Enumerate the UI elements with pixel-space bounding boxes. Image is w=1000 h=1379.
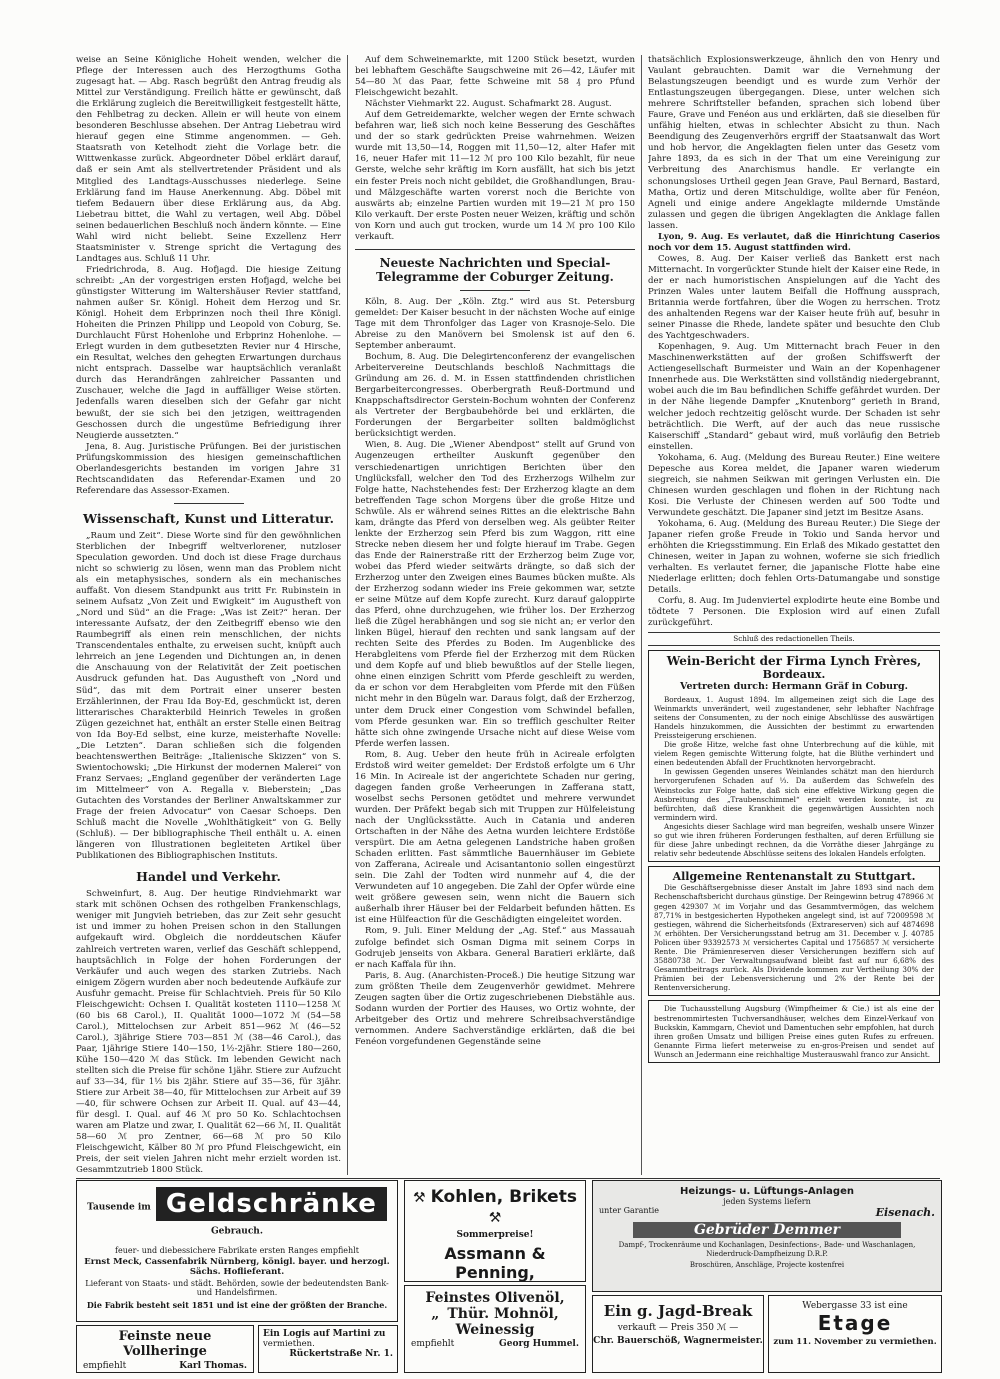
tuchausstellung-box: [648, 1000, 940, 1063]
article-schweinemarkt: Auf dem Schweinemarkte, mit 1200 Stück besetzt, wurden bei lebhaftem Geschäfte Saugschweine mit 26—42, Läufer mit 54—80 ℳ das Paar, fette Schweine mit 58 ₰ pro Pfund Fleischgewicht bezahlt.: [355, 55, 635, 99]
oliv-sub: empfiehlt: [411, 1339, 455, 1349]
rentenanstalt-box: [648, 866, 940, 996]
oliv-quote: „: [431, 1306, 440, 1322]
hammer-icon: ⚒: [413, 1190, 426, 1206]
voll-title: Feinste neue Vollheringe: [118, 1329, 212, 1359]
geld-suffix: Gebrauch.: [211, 1226, 263, 1237]
ad-olivenoel: [404, 1285, 586, 1373]
article-raum-und-zeit: „Raum und Zeit“. Diese Worte sind für den gewöhnlichen Sterblichen der Inbegriff weltverlorener, nutzloser Speculation geworden. Und doch ist diese Frage durchaus nicht so schwierig zu lösen, wenn man das Problem nicht als ein metaphysisches, sondern als ein mechanisches auffaßt. Von diesem Standpunkt aus tritt Fr. Rubinstein in seinem Aufsatz „Von Zeit und Ewigkeit“ im Augustheft von „Nord und Süd“ an die Frage: „Was ist Zeit?“ heran. Der interessante Aufsatz, der den Zeitbegriff ebenso wie den Raumbegriff als einen rein menschlichen, der nichts Transcendentales enthalte, zu erweisen sucht, knüpft auch lehrreich an jene Legenden und Dichtungen an, in denen die Anschauung von der Relativität der Zeit poetischen Ausdruck gefunden hat. Das Augustheft von „Nord und Süd“, das mit dem Portrait einer unserer besten Erzählerinnen, der Frau Ida Boy-Ed, geschmückt ist, deren litterarisches Charakterbild Heinrich Teweles in großen Zügen gezeichnet hat, enthält an erster Stelle einen Beitrag von Ida Boy-Ed selbst, eine kurze, meisterhafte Novelle: „Die Letzten“. Daran schließen sich die folgenden beachtenswerthen Beiträge: „Italienische Skizzen“ von S. Swientochowski; „Die Hirkunst der modernen Malerei“ von Franz Servaes; „England gegenüber der veränderten Lage im Mittelmeer“ von A. Regalla v. Bieberstein; „Das Gutachten des Vorstandes der Berliner Anwaltskammer zur Frage der freien Advocatur“ von Caesar Schoeps. Den Schluß macht die Novelle „Wohlthätigkeit“ von G. Belly (Schluß). — Der bibliographische Theil enthält u. A. einen längeren von Illustrationen begleiteten Artikel über Publikationen des Bibliographischen Instituts.: [76, 530, 341, 862]
jagd-line3: Chr. Bauerschöß, Wagnermeister.: [593, 1336, 763, 1346]
jagd-line2: verkauft — Preis 350 ℳ —: [617, 1323, 739, 1333]
kohlen-sub: Sommerpreise!: [456, 1230, 534, 1240]
article-paris: Paris, 8. Aug. (Anarchisten-Proceß.) Die heutige Sitzung war zum größten Theile dem Zeugenverhör gewidmet. Mehrere Zeugen sagten über die Ortiz zugeschriebenen Diebstähle aus. Sodann wurden der Portier des Hauses, wo Ortiz wohnte, der Arbeitgeber des Ortiz und mehrere Schreibsachverständige vernommen. Andere Sachverständige erklärten, daß die bei Fenéon vorgefundenen Gegenstände seine: [355, 970, 635, 1047]
article-lyon: Lyon, 9. Aug. Es verlautet, daß die Hinrichtung Caserios noch vor dem 15. August stattfinden wird.: [648, 231, 940, 253]
article-jena: Jena, 8. Aug. Juristische Prüfungen. Bei der juristischen Prüfungskommission des hiesigen gemeinschaftlichen Oberlandesgerichts bestanden im vorigen Jahre 31 Rechtscandidaten das Referendar-Examen und 20 Referendare das Assessor-Examen.: [76, 441, 341, 496]
wine-report-text: In gewissen Gegenden unseres Weinlandes schätzt man den hierdurch hervorgerufenen Schaden auf ⅓. Da außerdem das Schwefeln des Weinstocks zur Folge hatte, daß sich eine effektive Wirkung gegen die Ausbreitung des „Traubenschimmel“ erzielt werden konnte, ist zu befürchten, daß diese Krankheit die gegenwärtigen Aussichten noch vermindern wird.: [654, 767, 934, 822]
heiz-firm: Gebrüder Demmer: [633, 1222, 901, 1238]
article-kopenhagen: Kopenhagen, 9. Aug. Um Mitternacht brach Feuer in den Maschinenwerkstätten auf der großen Schiffswerft der Actiengesellschaft Burmeister und Wain an der Kopenhagener Innenrhede aus. Die Werkstätten sind vollständig niedergebrannt, wobei auch die im Bau befindlichen Schiffe gefährdet wurden. Der in der Nähe liegende Dampfer „Knutenborg“ gerieth in Brand, welcher jedoch rechtzeitig gelöscht wurde. Der Schaden ist sehr beträchtlich. Die Werft, auf der auch das neue russische Kaiserschiff „Standard“ gebaut wird, muß vorläufig den Betrieb einstellen.: [648, 342, 940, 452]
kohlen-title: Kohlen, Brikets: [430, 1187, 577, 1207]
ad-vollheringe: [76, 1325, 254, 1373]
heiz-list: Dampf-, Trockenräume und Kochanlagen, Desinfections-, Bade- und Waschanlagen, Niederdruck-Dampfheizung D.R.P.: [618, 1241, 916, 1258]
column-1: [76, 55, 341, 1175]
article-rom-1: Rom, 8. Aug. Ueber den heute früh in Acireale erfolgten Erdstoß wird weiter gemeldet: Der Erdstoß erfolgte um 6 Uhr 16 Min. In Acireale ist der angerichtete Schaden nur gering, dagegen fanden große Verheerungen in Zafferana statt, woselbst sechs Personen getödtet und mehrere verwundet wurden. Der Präfekt begab sich mit Truppen zur Hülfeleistung nach der Unglücksstätte. Auch in Catania und anderen Ortschaften in der Nähe des Aetna wurden leichtere Erdstöße verspürt. Die am Aetna gelegenen Landstriche haben großen Schaden erlitten. Fast sämmtliche Bauernhäuser im Gebiete von Zafferana, Acireale und Acisantantonio sollen eingestürzt sein. Die Zahl der Todten wird nunmehr auf 4, die der Verwundeten auf 10 angegeben. Die Zahl der Opfer würde eine weit größere gewesen sein, wenn nicht die Bauern sich außerhalb ihrer Häuser bei der Feldarbeit befunden hätten. Es ist eine Hülfeaction für die Geschädigten eingeleitet worden.: [355, 749, 635, 926]
article-corfu: Corfu, 8. Aug. Im Judenviertel explodirte heute eine Bombe und tödtete 7 Personen. Die Explosion wird auf einen Zufall zurückgeführt.: [648, 596, 940, 629]
section-heading-nachrichten: Neueste Nachrichten und Special-Telegramme der Coburger Zeitung.: [376, 255, 614, 284]
article-paris-cont: thatsächlich Explosionswerkzeuge, ähnlich den von Henry und Vaulant gebrauchten. Damit war die Vernehmung der Belastungszeugen beendigt und es wurde zum Verhör der Entlastungszeugen übergegangen. Diese, unter welchen sich mehrere Schriftsteller befanden, sprachen sich lobend über Faure, Grave und Fenéon aus und erklärten, daß sie dieselben für unfähig hielten, etwas in schlechter Absicht zu thun. Nach Beendigung des Zeugenverhörs ergriff der Staatsanwalt das Wort und hob hervor, die Angeklagten fielen unter das Gesetz vom Jahre 1893, da es sich in der That um eine Vereinigung zur Verbreitung des Anarchismus handle. Er verlangte ein schonungsloses Urtheil gegen Jean Grave, Paul Bernard, Bastard, Matha, Ortiz und deren Mitschuldige, wollte aber für Fenéon, Agneli und einige andere Angeklagte mildernde Umstände zulassen und gegen die übrigen Angeklagten die Anklage fallen lassen.: [648, 55, 940, 231]
section-heading-handel: Handel und Verkehr.: [136, 869, 281, 885]
rentenanstalt-title: Allgemeine Rentenanstalt zu Stuttgart.: [672, 870, 916, 884]
heiz-left: unter Garantie: [599, 1206, 660, 1215]
ad-geldschraenke: [76, 1180, 398, 1322]
geld-big-title: Geldschränke: [156, 1187, 387, 1221]
end-editorial-notice: Schluß des redactionellen Theils.: [648, 632, 940, 645]
etage-big: Etage: [817, 1311, 893, 1335]
ad-logis: [258, 1325, 398, 1373]
geld-line1: feuer- und diebessichere Fabrikate ersten Ranges empfiehlt: [115, 1246, 359, 1255]
kohlen-firm: Assmann & Penning,: [444, 1244, 546, 1282]
article-cowes: Cowes, 8. Aug. Der Kaiser verließ das Bankett erst nach Mitternacht. In vorgerückter Stunde hielt der Kaiser eine Rede, in der er nach humoristischen Anspielungen auf die Yacht des Prinzen Wales unter lautem Beifall die Hoffnung aussprach, Britannia werde fortfahren, über die Wogen zu herrschen. Trotz des anhaltenden Regens war der Kaiser heute früh auf, besuhr in seiner Pinasse die Rhede, landete später und besuchte den Club des Yachtgeschwaders.: [648, 253, 940, 342]
jagd-line1: Ein g. Jagd-Break: [603, 1302, 753, 1320]
article-text: weise an Seine Königliche Hoheit wenden, welcher die Pflege der Interessen auch des Herzogthums Gotha zugesagt hat. — Abg. Rasch begrüßt den Antrag freudig als Mittel zur Verständigung. Freilich hätte er gewünscht, daß die Erklärung zugleich die Bereitwilligkeit festgestellt hätte, den Fehlbetrag zu decken. Allein er will heute von einem besonderen Beschlusse absehen. Der Antrag Liebetrau wird hierauf gegen eine Stimme angenommen. — Geh. Staatsrath von Ketelhodt zieht die Vorlage betr. die Wittwenkasse zurück. Abgeordneter Döbel erklärt darauf, daß er sein Amt als stellvertretender Präsident und als Mitglied des Landtags-Ausschusses niederlege. Seine Erklärung fand im Hause Anerkennung. Abg. Döbel mit tiefem Bedauern über diese Erklärung aus, da Abg. Liebetrau bittet, die Wahl zu vertagen, weil Abg. Döbel seinen bedauerlichen Beschluß noch ändern könnte. — Eine Wahl wird nicht beliebt. Seine Exzellenz Herr Staatsminister v. Strenge spricht die Vertagung des Landtages aus. Schluß 11 Uhr.: [76, 55, 341, 264]
oliv-line1: Feinstes Olivenöl,: [425, 1290, 565, 1306]
divider: [460, 290, 530, 291]
logis-line2: vermiethen.: [263, 1339, 315, 1349]
article-schweinfurt: Schweinfurt, 8. Aug. Der heutige Rindviehmarkt war stark mit schönen Ochsen des rothgelben Frankenschlags, weniger mit Jungvieh betrieben, das zur Zeit sehr gesucht ist und immer zu hohen Preisen schon in den Stallungen aufgekauft wird. Obgleich die norddeutschen Käufer zahlreich vertreten waren, verlief das Geschäft schleppend, hauptsächlich in Folge der hohen Forderungen der Verkäufer und auch wegen des starken Zutriebs. Nach einigem Zögern wurden aber noch bedeutende Aufkäufe zur Ausfuhr gemacht. Preise für Schlachtvieh. Preis für 50 Kilo Fleischgewicht: Ochsen I. Qualität kosteten 1110—1258 ℳ (60 bis 68 Carol.), II. Qualität 1000—1072 ℳ (54—58 Carol.), Mittelochsen zur Arbeit 851—962 ℳ (46—52 Carol.), 3jährige Stiere 703—851 ℳ (38—46 Carol.), das Paar, 1jährige Stiere 140—150, 1½-2jähr. Stiere 180—260, Kühe 150—420 ℳ das Stück. Im lebenden Gewicht nach stellten sich die Preise für schöne 1jähr. Stiere zur Aufzucht auf 33—34, für 1½ bis 2jähr. Stiere auf 35—36, für 3jähr. Stiere zur Arbeit 38—40, für Mittelochsen zur Arbeit auf 39—40, für schwere Ochsen zur Arbeit II. Qual. auf 43—44, für desgl. I. Qual. auf 46 ℳ pro 50 Ko. Schlachtochsen waren am Platze und zwar, I. Qualität 62—66 ℳ, II. Qualität 58—60 ℳ pro Zentner, 66—68 ℳ pro 50 Kilo Fleischgewicht, Kälber 80 ℳ pro Pfund Fleischgewicht, ein Preis, der seit vielen Jahren nicht mehr erzielt worden ist. Gesammtzutrieb 1800 Stück.: [76, 889, 341, 1175]
divider: [174, 503, 244, 504]
ad-etage: [768, 1295, 942, 1373]
oliv-line2-wrap: [405, 1306, 585, 1322]
heiz-sub: jeden Systems liefern: [723, 1197, 811, 1206]
article-rom-2: Rom, 9. Juli. Einer Meldung der „Ag. Stef.“ aus Massauah zufolge befindet sich Osman Digma mit seinem Corps in Godrujeb jenseits von Akbara. General Baratieri erklärte, daß er nach Kaffala für ihn.: [355, 926, 635, 970]
section-heading-wissenschaft: Wissenschaft, Kunst und Litteratur.: [83, 510, 334, 526]
voll-name: Karl Thomas.: [179, 1361, 247, 1371]
divider: [355, 249, 635, 250]
geld-prefix: Tausende im: [87, 1202, 151, 1213]
article-yokohama-1: Yokohama, 6. Aug. (Meldung des Bureau Reuter.) Eine weitere Depesche aus Korea meldet, die Japaner waren wiederum siegreich, sie nahmen Seikwan mit geringen Verlusten ein. Die Chinesen wurden geschlagen und flohen in der Richtung nach Kosi. Die Verluste der Chinesen werden auf 500 Todte und Verwundete geschätzt. Die Japaner sind jetzt im Besitze Asans.: [648, 452, 940, 518]
hammer-icon: ⚒: [488, 1210, 502, 1226]
column-2: [355, 55, 635, 1175]
logis-line3: Rückertstraße Nr. 1.: [289, 1349, 393, 1359]
geld-line3: Die Fabrik besteht seit 1851 und ist eine der größten der Branche.: [86, 1300, 388, 1310]
geld-name: Ernst Meck, Cassenfabrik Nürnberg, königl. bayer. und herzogl. Sächs. Hoflieferant.: [84, 1257, 390, 1277]
article-getreidemarkt: Auf dem Getreidemarkte, welcher wegen der Ernte schwach befahren war, ließ sich noch keine Besserung des Geschäftes und der so stark gedrückten Preise wahrnehmen. Weizen wurde mit 13,50—14, Roggen mit 11,50—12, alter Hafer mit 16, neuer Hafer mit 11—12 ℳ pro 100 Kilo bezahlt, für neue Gerste, welche sehr kräftig im Korn ausfällt, hat sich bis jetzt ein fester Preis noch nicht gebildet, die Großhandlungen, Brau- und Mälzgeschäfte warten vorerst noch die Berichte von auswärts ab; einzelne Partien wurden mit 19—21 ℳ pro 150 Kilo verkauft. Der erste Posten neuer Weizen, kräftig und schön von Korn und auch gut trocken, wurde um 14 ℳ pro 100 Kilo verkauft.: [355, 110, 635, 242]
ad-heizung: [592, 1180, 942, 1292]
article-koeln: Köln, 8. Aug. Der „Köln. Ztg.“ wird aus St. Petersburg gemeldet: Der Kaiser besucht in der nächsten Woche auf einige Tage mit dem Thronfolger das Lager von Krasnoje-Selo. Die Abreise zu den Manövern bei Smolensk ist auf den 6. September anberaumt.: [355, 296, 635, 351]
wine-report-text: Bordeaux, 1. August 1894. Im allgemeinen zeigt sich die Lage des Weinmarkts unverändert, weil zugestandener, sehr lebhafter Nachfrage seitens der Consumenten, zu der noch einige Abschlüsse des auswärtigen Handels hinzukommen, die Aussichten der bestimmt zu erwartenden Preissteigerung erschienen.: [654, 694, 934, 741]
column-divider: [347, 55, 348, 1175]
wine-report-title: Wein-Bericht der Firma Lynch Frères,: [666, 653, 922, 668]
heiz-right: Eisenach.: [875, 1206, 935, 1219]
article-friedrichroda: Friedrichroda, 8. Aug. Hofjagd. Die hiesige Zeitung schreibt: „An der vorgestrigen ersten Hofjagd, welche bei günstigster Witterung im Waltershäuser Revier stattfand, nahmen außer Sr. Königl. Hoheit dem Herzog und Sr. Königl. Hoheit dem Erbprinzen noch theil Ihre Königl. Hoheiten die Prinzen Philipp und Leopold von Coburg, Se. Durchlaucht Fürst Hohenlohe und Erbprinz Hohenlohe. — Erlegt wurden in dem gutbesetzten Revier nur 4 Hirsche, ein Resultat, welches den gehegten Erwartungen durchaus nicht entsprach. Dasselbe war hauptsächlich veranlaßt durch das Herandrängen zahlreicher Passanten und Zuschauer, welche die Jagd in auffälliger Weise störten. Jedenfalls waren dieselben sich der Gefahr gar nicht bewußt, der sie sich bei den jetzigen, weittragenden Geschossen durch die ungestüme Befriedigung ihrer Neugierde aussetzten.“: [76, 264, 341, 441]
wine-report-representative: Vertreten durch: Hermann Gräf in Coburg.: [680, 680, 908, 692]
oliv-line3: Weinessig: [455, 1322, 535, 1338]
voll-sub: empfiehlt: [83, 1361, 127, 1371]
heiz-foot: Broschüren, Anschläge, Projecte kostenfrei: [689, 1261, 845, 1269]
ads-top-rule: [76, 1178, 940, 1179]
kohlen-headline: [405, 1187, 585, 1226]
column-3: [648, 55, 940, 1175]
oliv-name: Georg Hummel.: [499, 1339, 579, 1349]
article-wien: Wien, 8. Aug. Die „Wiener Abendpost“ stellt auf Grund von Augenzeugen ertheilter Auskunft gegenüber den verschiedenartigen unrichtigen Berichten über den Unglücksfall, welcher den Tod des Erzherzogs Wilhelm zur Folge hatte, Nachstehendes fest: Der Erzherzog klagte an dem betreffenden Tage schon Morgens über die große Hitze und Schwüle. Als er während seines Rittes an die elektrische Bahn kam, drängte das Pferd von derselben weg. Als geübter Reiter lenkte der Erzherzog sein Pferd bis zum Waggon, ritt eine Strecke neben diesem her und folgte hierauf im Trabe. Gegen das Ende der Rainerstraße ritt der Erzherzog beim Zuge vor, wobei das Pferd wieder seitwärts drängte, so daß sich der Erzherzog unter den Zweigen eines Baumes bücken mußte. Als der Erzherzog sodann wieder ins Freie gekommen war, setzte er seine Mütze auf dem Kopfe zurecht. Kurz darauf galoppirte das Pferd, ohne durchzugehen, wie früher los. Der Erzherzog ließ die Zügel herabhängen und sog sie nicht an; er verlor den linken Bügel, hierauf den rechten und sank langsam auf der rechten Seite des Pferdes zu Boden. Im Augenblicke des Herabgleitens vom Pferde fiel der Erzherzog mit dem Rücken und dem Kopfe auf und blieb bewußtlos auf der Stelle liegen, ohne einen einzigen Schritt vom Pferde geschleift zu werden, da er schon vor dem Herabgleiten vom Pferde mit den Füßen nicht mehr in den Bügeln war. Daraus folgt, daß der Erzherzog, unter dem Druck einer Congestion vom Schwindel befallen, vom Pferde gesunken war. Ein so trefflich geschulter Reiter hätte sich ohne zwingende Ursache nicht auf diese Weise vom Pferde werfen lassen.: [355, 440, 635, 749]
column-divider: [641, 55, 642, 1175]
article-yokohama-2: Yokohama, 6. Aug. (Meldung des Bureau Reuter.) Die Siege der Japaner riefen große Freude in Tokio und Sanda hervor und erhöhten die Kriegsstimmung. Ein Erlaß des Mikado gestattet den Chinesen, weiter in Japan zu wohnen, woferne sie sich friedlich verhalten. Es verlautet ferner, die japanische Flotte habe eine Niederlage erlitten; doch fehlen Orts-Datumangabe und sonstige Details.: [648, 518, 940, 596]
wine-report-box: [648, 650, 940, 863]
rentenanstalt-text: Die Geschäftsergebnisse dieser Anstalt im Jahre 1893 sind nach dem Rechenschaftsbericht durchaus günstige. Der Reingewinn betrug 478966 ℳ gegen 429307 ℳ im Vorjahr und das Gesammtvermögen, das welchem 87,71% in bestgesicherten Hypotheken angelegt sind, ist auf 72009598 ℳ gestiegen, während die Sicherheitsfonds (Extrareserven) sich auf 4874698 ℳ erhöhten. Der Versicherungsstand betrug am 31. December v. J. 40785 Policen über 93392573 ℳ versichertes Capital und 1756857 ℳ versicherte Rente. Die Prämienreserven dieser Versicherungen beziffern sich auf 35880738 ℳ. Der Verwaltungsaufwand bleibt fast auf nur 6,68% des Gesammtbeitrags zurück. Als Dividende kommen zur Vertheilung 30% der Prämien bei der Lebensversicherung und 2% der Rente bei der Rentenversicherung.: [654, 883, 934, 993]
etage-line1: Webergasse 33 ist eine: [802, 1301, 908, 1311]
article-viehmarkt: Nächster Viehmarkt 22. August. Schafmarkt 28. August.: [365, 99, 612, 110]
ad-kohlen: [404, 1180, 586, 1282]
wine-report-text: Angesichts dieser Sachlage wird man begreifen, weshalb unsere Winzer so gut wie ihren früheren Forderungen festhalten, auf deren Erfüllung sie für diese Jahre unbedingt rechnen, da die Vorräthe dieser Jahrgänge zu relativ sehr bedeutende Abschlüsse seitens des lokalen Handels erfolgten.: [654, 821, 934, 859]
heiz-title: Heizungs- u. Lüftungs-Anlagen: [680, 1186, 854, 1197]
oliv-line2: Thür. Mohnöl,: [447, 1306, 559, 1322]
tuchausstellung-text: Die Tuchausstellung Augsburg (Wimpfheimer & Cie.) ist als eine der bestrenommirtesten Tuchversandhäuser, welches dem Einzel-Verkauf von Buckskin, Kammgarn, Cheviot und Damentuchen sehr empfohlen, hat durch ihren großen Umsatz und billigen Preise eines guten Rufes zu erfreuen. Genannte Firma liefert meterweise zu en-gros-Preisen und sendet auf Wunsch an Jedermann eine reichhaltige Musterauswahl franco zur Ansicht.: [654, 1004, 934, 1059]
article-bochum: Bochum, 8. Aug. Die Delegirtenconferenz der evangelischen Arbeitervereine Deutschlands beschloß Nachmittags die Gründung am 26. d. M. in Essen stattfindenden christlichen Bergarbeitercongresses. Oberbergrath Reuß-Dortmund und Knappschaftsdirector Gerstein-Bochum wohnten der Conferenz als Vertreter der Bergbaubehörde bei und erklärten, die Forderungen der Bergarbeiter sollten baldmöglichst berücksichtigt werden.: [355, 352, 635, 440]
wine-report-text: Die große Hitze, welche fast ohne Unterbrechung auf die kühle, mit vielem Regen gemischte Witterung folgte, hat die Blüthe verhindert und einen bedeutenden Abfall der Fruchtknoten hervorgebracht.: [654, 740, 934, 768]
etage-line2: zum 11. November zu vermiethen.: [773, 1337, 937, 1347]
logis-line1: Ein Logis auf Martini zu: [263, 1329, 386, 1339]
geld-headline: [77, 1187, 397, 1240]
ad-jagd-break: [592, 1295, 764, 1373]
wine-report-city: Bordeaux.: [762, 667, 826, 681]
geld-line2: Lieferant von Staats- und städt. Behörden, sowie der bedeutendsten Bank- und Handelsfirmen.: [85, 1279, 389, 1297]
